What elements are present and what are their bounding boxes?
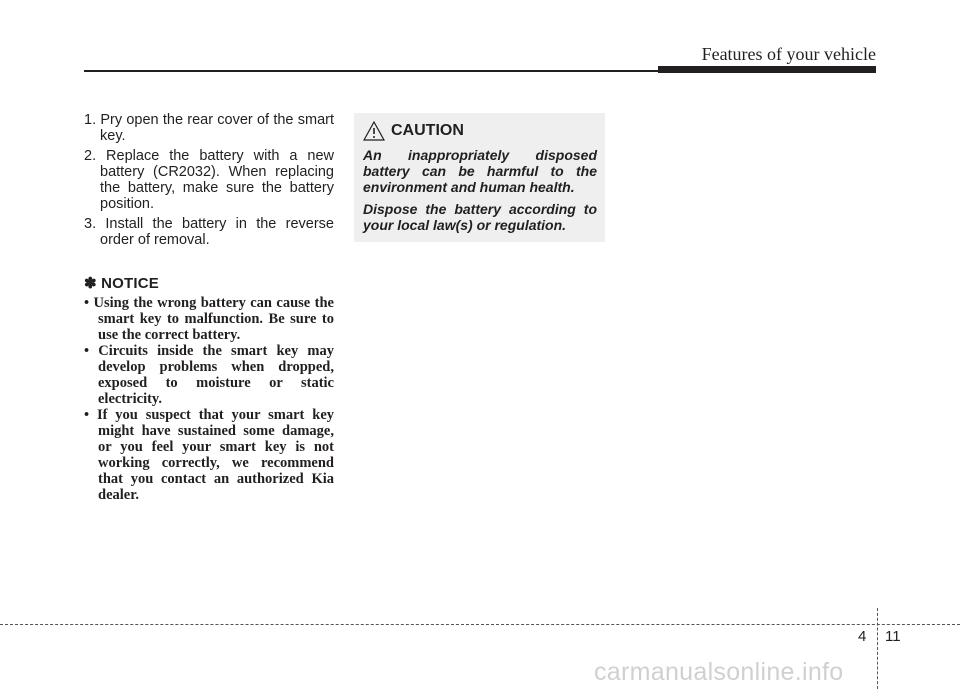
- caution-title: CAUTION: [391, 122, 464, 139]
- header-divider: [84, 70, 658, 72]
- page-number: 11: [885, 628, 901, 645]
- notice-item: • Using the wrong battery can cause the smart key to malfunction. Be sure to use the correct battery.: [84, 295, 334, 343]
- caution-header: [363, 121, 597, 141]
- caution-text: An inappropriately disposed battery can be harmful to the environment and human health.: [363, 147, 597, 195]
- replacement-steps: [84, 112, 334, 252]
- caution-text: Dispose the battery according to your local law(s) or regulation.: [363, 201, 597, 233]
- chapter-number: 4: [858, 628, 867, 645]
- footer-divider: [0, 624, 960, 625]
- footer-vertical-divider: [877, 608, 878, 689]
- warning-triangle-icon: [363, 121, 385, 141]
- notice-item: • Circuits inside the smart key may develop problems when dropped, exposed to moisture or static electricity.: [84, 343, 334, 407]
- caution-box: [354, 113, 605, 242]
- notice-title: ✽ NOTICE: [84, 275, 160, 292]
- watermark: carmanualsonline.info: [594, 658, 844, 686]
- section-title: Features of your vehicle: [701, 44, 876, 64]
- notice-item: • If you suspect that your smart key might have sustained some damage, or you feel your smart key is not working correctly, we recommend that you contact an authorized Kia dealer.: [84, 407, 334, 503]
- step-item: 1. Pry open the rear cover of the smart key.: [84, 112, 334, 144]
- step-item: 2. Replace the battery with a new battery (CR2032). When replacing the battery, make sure the battery position.: [84, 148, 334, 212]
- step-item: 3. Install the battery in the reverse order of removal.: [84, 216, 334, 248]
- header-divider-thick: [658, 66, 876, 73]
- notice-list: [84, 295, 334, 503]
